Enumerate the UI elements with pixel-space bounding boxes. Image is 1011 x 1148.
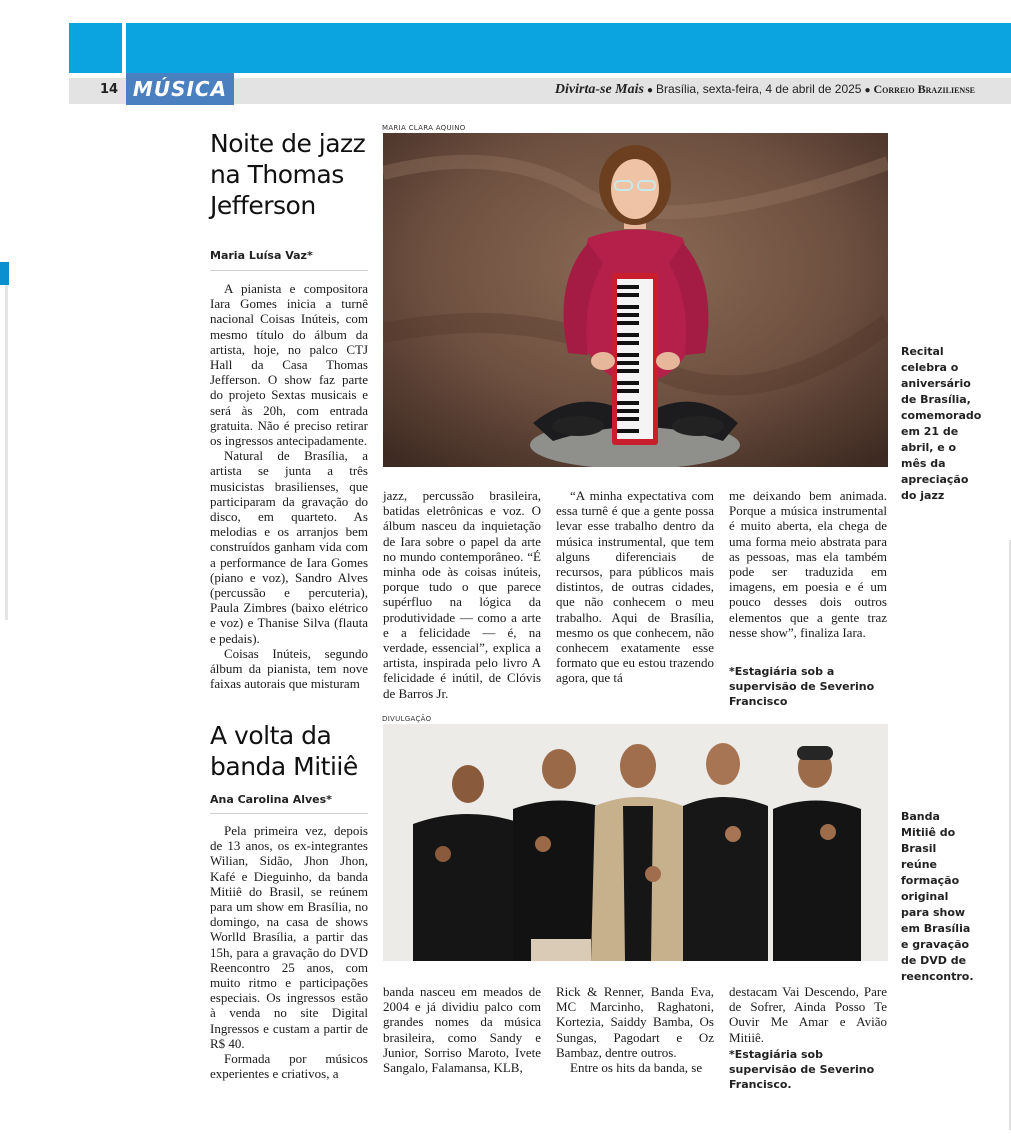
paragraph: Rick & Renner, Banda Eva, MC Marcinho, Raghatoni, Kortezia, Saiddy Bamba, Os Sungas, Pagodart e Oz Bambaz, dentre outros.	[556, 984, 714, 1060]
article1-column-3	[556, 488, 714, 698]
paragraph: “A minha expectativa com essa turnê é que a gente possa levar esse trabalho dentro da música instrumental, que tem alguns diferenciais de recursos, para públicos mais distintos, de outras cidades, que não conhecem o meu trabalho. Aqui de Brasília, mesmo os que conhecem, não conhecem exatamente esse formato que eu estou trazendo agora, que tá	[556, 488, 714, 686]
article2-photo	[383, 724, 888, 961]
dateline: Brasília, sexta-feira, 4 de abril de 2025	[656, 82, 862, 96]
paragraph: Pela primeira vez, depois de 13 anos, os ex-integrantes Wilian, Sidão, Jhon Jhon, Kafé e Dieguinho, da banda Mitiiê do Brasil, se reúnem para um show em Brasília, no domingo, na casa de shows Worlld Brasília, a partir das 15h, para a gravação do DVD Reencontro 25 anos, com muito ritmo e participações especiais. Os ingressos estão à venda no site Digital Ingressos e custam a partir de R$ 40.	[210, 823, 368, 1051]
bullet-icon: ●	[646, 85, 654, 96]
paragraph: Entre os hits da banda, se	[570, 1060, 703, 1076]
article2-caption: Banda Mitiiê do Brasil reúne formação original para show em Brasília e gravação de DVD de reencontro.	[901, 810, 974, 983]
paragraph: jazz, percussão brasileira, batidas eletrônicas e voz. O álbum nasceu da inquietação de Iara sobre o papel da arte no mundo contemporâneo. “É minha ode às coisas inúteis, porque tudo o que parece supérfluo na lógica da produtividade — como a arte e a felicidade — é, na verdade, essencial”, explica a artista, inspirada pelo livro A felicidade é inútil, de Clóvis de Barros Jr.	[383, 488, 541, 701]
article1-caption: Recital celebra o aniversário de Brasília, comemorado em 21 de abril, e o mês da apreciação do jazz	[901, 345, 982, 502]
header-divider	[122, 23, 126, 73]
headline-line: Jefferson	[210, 191, 316, 220]
paragraph: banda nasceu em meados de 2004 e já dividiu palco com grandes nomes da música brasileira, como Sandy e Junior, Sorriso Maroto, Ivete Sangalo, Falamansa, KLB,	[383, 984, 541, 1076]
article2-column-2	[383, 984, 541, 1084]
side-marker	[0, 262, 9, 285]
article1-photo-credit: MARIA CLARA AQUINO	[382, 124, 466, 132]
article2-headline	[210, 720, 358, 782]
band-photo-icon	[383, 724, 888, 961]
newspaper-name: Correio Braziliense	[873, 82, 975, 96]
article1-byline: Maria Luísa Vaz*	[210, 249, 313, 262]
side-guide-line	[5, 285, 8, 620]
article2-byline: Ana Carolina Alves*	[210, 793, 332, 806]
bullet-icon: ●	[864, 85, 871, 96]
article1-headline	[210, 128, 365, 221]
byline-rule	[210, 270, 368, 271]
folio-line	[555, 82, 975, 98]
headline-line: banda Mitiiê	[210, 752, 358, 781]
article1-column-2	[383, 488, 541, 701]
paragraph: Natural de Brasília, a artista se junta a três musicistas brasilienses, que participaram da gravação do disco, em quarteto. As melodias e os arranjos bem construídos ganham vida com a performance de Iara Gomes (piano e voz), Sandro Alves (percussão e percuteria), Paula Zimbres (baixo elétrico e voz) e Thanise Silva (flauta e pedais).	[210, 448, 368, 646]
article2-column-4	[729, 984, 887, 1044]
paragraph: destacam Vai Descendo, Pare de Sofrer, Ainda Posso Te Ouvir Me Amar e Avião Mitiiê.	[729, 984, 887, 1045]
byline-rule	[210, 813, 368, 814]
page-number: 14	[100, 82, 119, 97]
article1-column-1	[210, 281, 368, 696]
article2-column-1	[210, 823, 368, 1081]
paragraph: Formada por músicos experientes e criativos, a	[210, 1051, 368, 1082]
article2-photo-credit: DIVULGAÇÃO	[382, 715, 432, 723]
section-label: MÚSICA	[126, 73, 234, 105]
article2-column-3	[556, 984, 714, 1084]
headline-line: na Thomas	[210, 160, 344, 189]
headline-line: Noite de jazz	[210, 129, 366, 158]
headline-line: A volta da	[210, 721, 332, 750]
paragraph: Coisas Inúteis, segundo álbum da pianista, tem nove faixas autorais que misturam	[210, 645, 368, 692]
article1-photo	[383, 133, 888, 467]
paragraph: me deixando bem animada. Porque a música instrumental é muito aberta, ela chega de uma forma meio abstrata para as pessoas, mas ela também pode ser traduzida em imagens, em poesia e é um pouco desses dois outros elementos que a gente traz nesse show”, finaliza Iara.	[729, 488, 887, 640]
article2-footnote: *Estagiária sob supervisão de Severino Francisco.	[729, 1048, 875, 1091]
pianist-photo-icon	[383, 133, 888, 467]
article1-column-4	[729, 488, 887, 658]
article1-footnote: *Estagiária sob a supervisão de Severino Francisco	[729, 665, 875, 708]
supplement-name: Divirta-se Mais	[554, 82, 644, 97]
header-banner	[69, 23, 1011, 73]
paragraph: A pianista e compositora Iara Gomes inicia a turnê nacional Coisas Inúteis, com mesmo título do álbum da artista, hoje, no palco CTJ Hall da Casa Thomas Jefferson. O show faz parte do projeto Sextas musicais e será às 20h, com entrada gratuita. Não é preciso retirar os ingressos antecipadamente.	[210, 281, 368, 449]
